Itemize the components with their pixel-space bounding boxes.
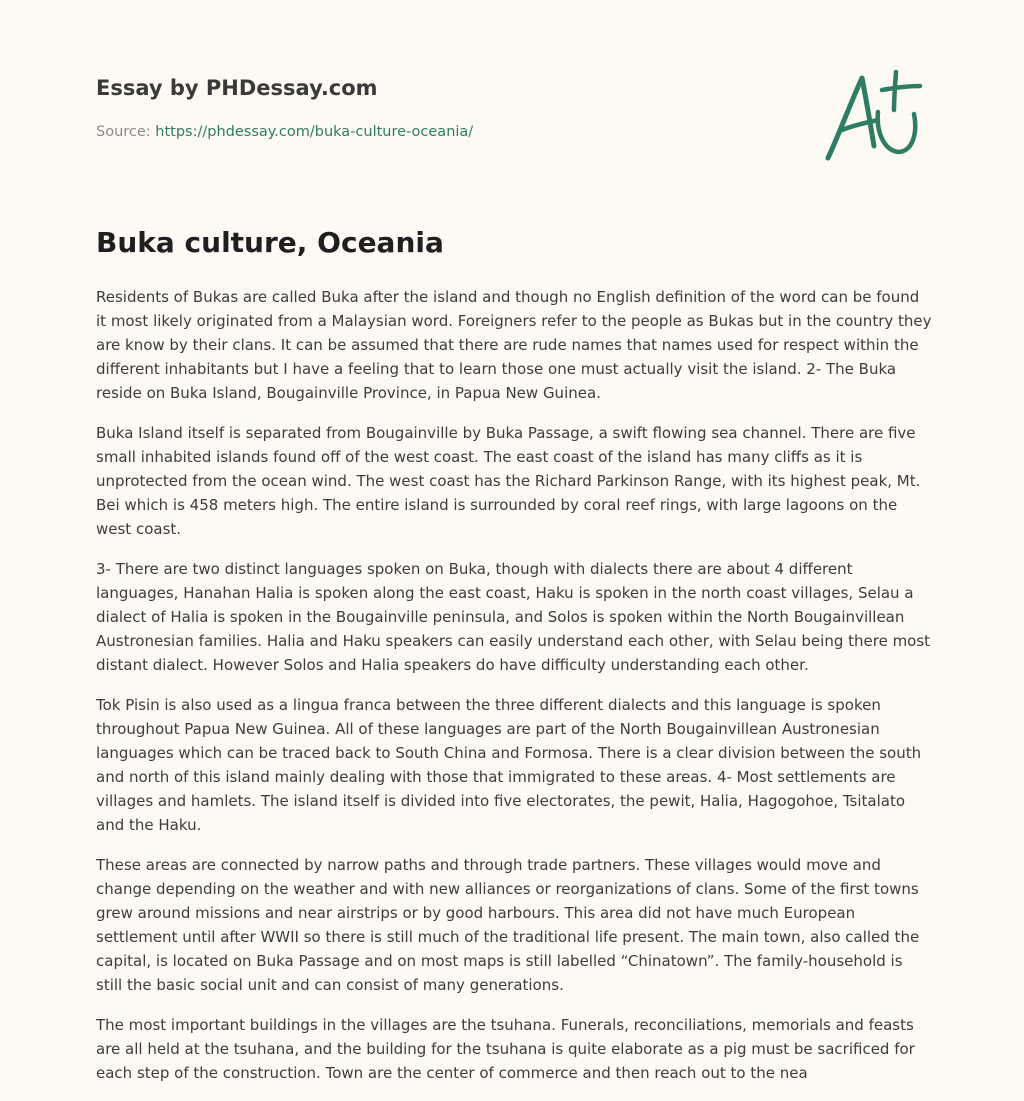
bottom-fade bbox=[0, 1084, 1024, 1100]
essay-paragraph: Tok Pisin is also used as a lingua franca between the three different dialects and this language is spoken throughout Papua New Guinea. All of these languages are part of the North Bougainvillean Austronesian languages which can be traced back to South China and Formosa. There is a clear division between the south and north of this island mainly dealing with those that immigrated to these areas. 4- Most settlements are villages and hamlets. The island itself is divided into five electorates, the pewit, Halia, Hagogohoe, Tsitalato and the Haku. bbox=[96, 696, 922, 834]
logo-swoosh bbox=[878, 112, 916, 152]
essay-body bbox=[96, 285, 932, 1101]
site-brand: Essay by PHDessay.com bbox=[96, 76, 378, 100]
source-label: Source: bbox=[96, 124, 156, 140]
logo-plus-vertical bbox=[894, 72, 896, 110]
essay-paragraph: 3- There are two distinct languages spoken on Buka, though with dialects there are about 4 different languages, Hanahan Halia is spoken along the east coast, Haku is spoken in the north coast villages, Selau a dialect of Halia is spoken in the Bougainville peninsula, and Solos is spoken within the North Bougainvillean Austronesian families. Halia and Haku speakers can easily understand each other, with Selau being there most distant dialect. However Solos and Halia speakers do have difficulty understanding each other. bbox=[96, 560, 931, 674]
essay-paragraph: Buka Island itself is separated from Bougainville by Buka Passage, a swift flowing sea channel. There are five small inhabited islands found off of the west coast. The east coast of the island has many cliffs as it is unprotected from the ocean wind. The west coast has the Richard Parkinson Range, with its highest peak, Mt. Bei which is 458 meters high. The entire island is surrounded by coral reef rings, with large lagoons on the west coast. bbox=[96, 424, 921, 538]
essay-paragraph: Residents of Bukas are called Buka after the island and though no English definition of the word can be found it most likely originated from a Malaysian word. Foreigners refer to the people as Bukas but in the country they are know by their clans. It can be assumed that there are rude names that names used for respect within the different inhabitants but I have a feeling that to learn those one must actually visit the island. 2- The Buka reside on Buka Island, Bougainville Province, in Papua New Guinea. bbox=[96, 288, 932, 402]
essay-paragraph: These areas are connected by narrow paths and through trade partners. These villages would move and change depending on the weather and with new alliances or reorganizations of clans. Some of the first towns grew around missions and near airstrips or by good harbours. This area did not have much European settlement until after WWII so there is still much of the traditional life present. The main town, also called the capital, is located on Buka Passage and on most maps is still labelled “Chinatown”. The family-household is still the basic social unit and can consist of many generations. bbox=[96, 856, 920, 994]
source-link[interactable]: https://phdessay.com/buka-culture-oceania/ bbox=[155, 124, 474, 140]
essay-title: Buka culture, Oceania bbox=[96, 226, 444, 259]
source-line bbox=[96, 124, 473, 140]
logo-a-stroke bbox=[828, 78, 874, 158]
essay-paragraph: The most important buildings in the villages are the tsuhana. Funerals, reconciliations, memorials and feasts are all held at the tsuhana, and the building for the tsuhana is quite elaborate as a pig must be sacrificed for each step of the construction. Town are the center of commerce and then reach out to the nea bbox=[96, 1016, 915, 1082]
a-plus-logo-icon bbox=[822, 68, 928, 164]
logo-plus-horizontal bbox=[882, 86, 920, 90]
